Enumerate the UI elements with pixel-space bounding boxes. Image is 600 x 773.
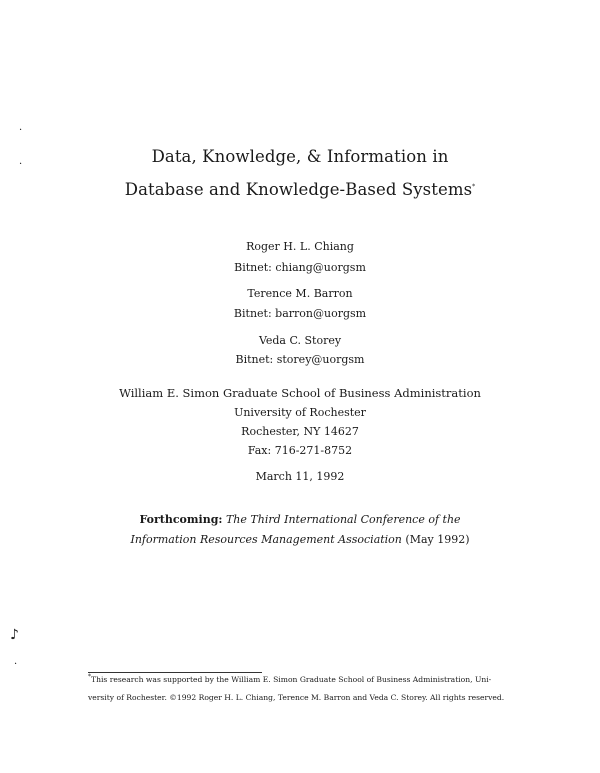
forthcoming-when: (May 1992) — [405, 533, 470, 546]
author-contact: Bitnet: storey@uorgsm — [235, 353, 365, 366]
affiliation-school: William E. Simon Graduate School of Business Administration — [119, 386, 481, 400]
affiliation-fax: Fax: 716-271-8752 — [247, 444, 353, 457]
author-name: Terence M. Barron — [247, 287, 353, 300]
affiliation-city: Rochester, NY 14627 — [241, 425, 359, 438]
footnote-line-1 — [88, 673, 528, 684]
author-name: Roger H. L. Chiang — [246, 240, 354, 253]
author-contact: Bitnet: chiang@uorgsm — [234, 261, 366, 274]
scan-speck: ♪ — [10, 627, 19, 643]
forthcoming-venue-1: The Third International Conference of the — [225, 513, 461, 526]
author-contact: Bitnet: barron@uorgsm — [233, 307, 367, 320]
footnote-line-2: versity of Rochester. ©1992 Roger H. L. Chiang, Terence M. Barron and Veda C. Storey. All rights reserved. — [88, 693, 505, 702]
scan-speck: · — [14, 659, 18, 670]
author-name: Veda C. Storey — [258, 334, 342, 347]
scan-speck: · — [19, 125, 23, 136]
footnote-mark: * — [88, 673, 91, 681]
forthcoming-line-2 — [0, 533, 600, 546]
footnote-text-1: This research was supported by the William E. Simon Graduate School of Business Administration, Uni- — [91, 675, 492, 684]
footnote-rule — [88, 672, 262, 673]
title-footnote-mark: * — [472, 183, 476, 191]
paper-title-text: Database and Knowledge-Based Systems — [124, 180, 473, 199]
forthcoming-venue-2: Information Resources Management Association — [130, 533, 402, 546]
scan-speck: · — [19, 159, 23, 170]
affiliation-university: University of Rochester — [234, 406, 366, 419]
paper-title-line-2 — [0, 180, 600, 199]
paper-date: March 11, 1992 — [255, 470, 345, 483]
paper-title-line-1: Data, Knowledge, & Information in — [151, 147, 449, 166]
forthcoming-label: Forthcoming: — [139, 513, 223, 526]
forthcoming-line-1 — [0, 513, 600, 526]
